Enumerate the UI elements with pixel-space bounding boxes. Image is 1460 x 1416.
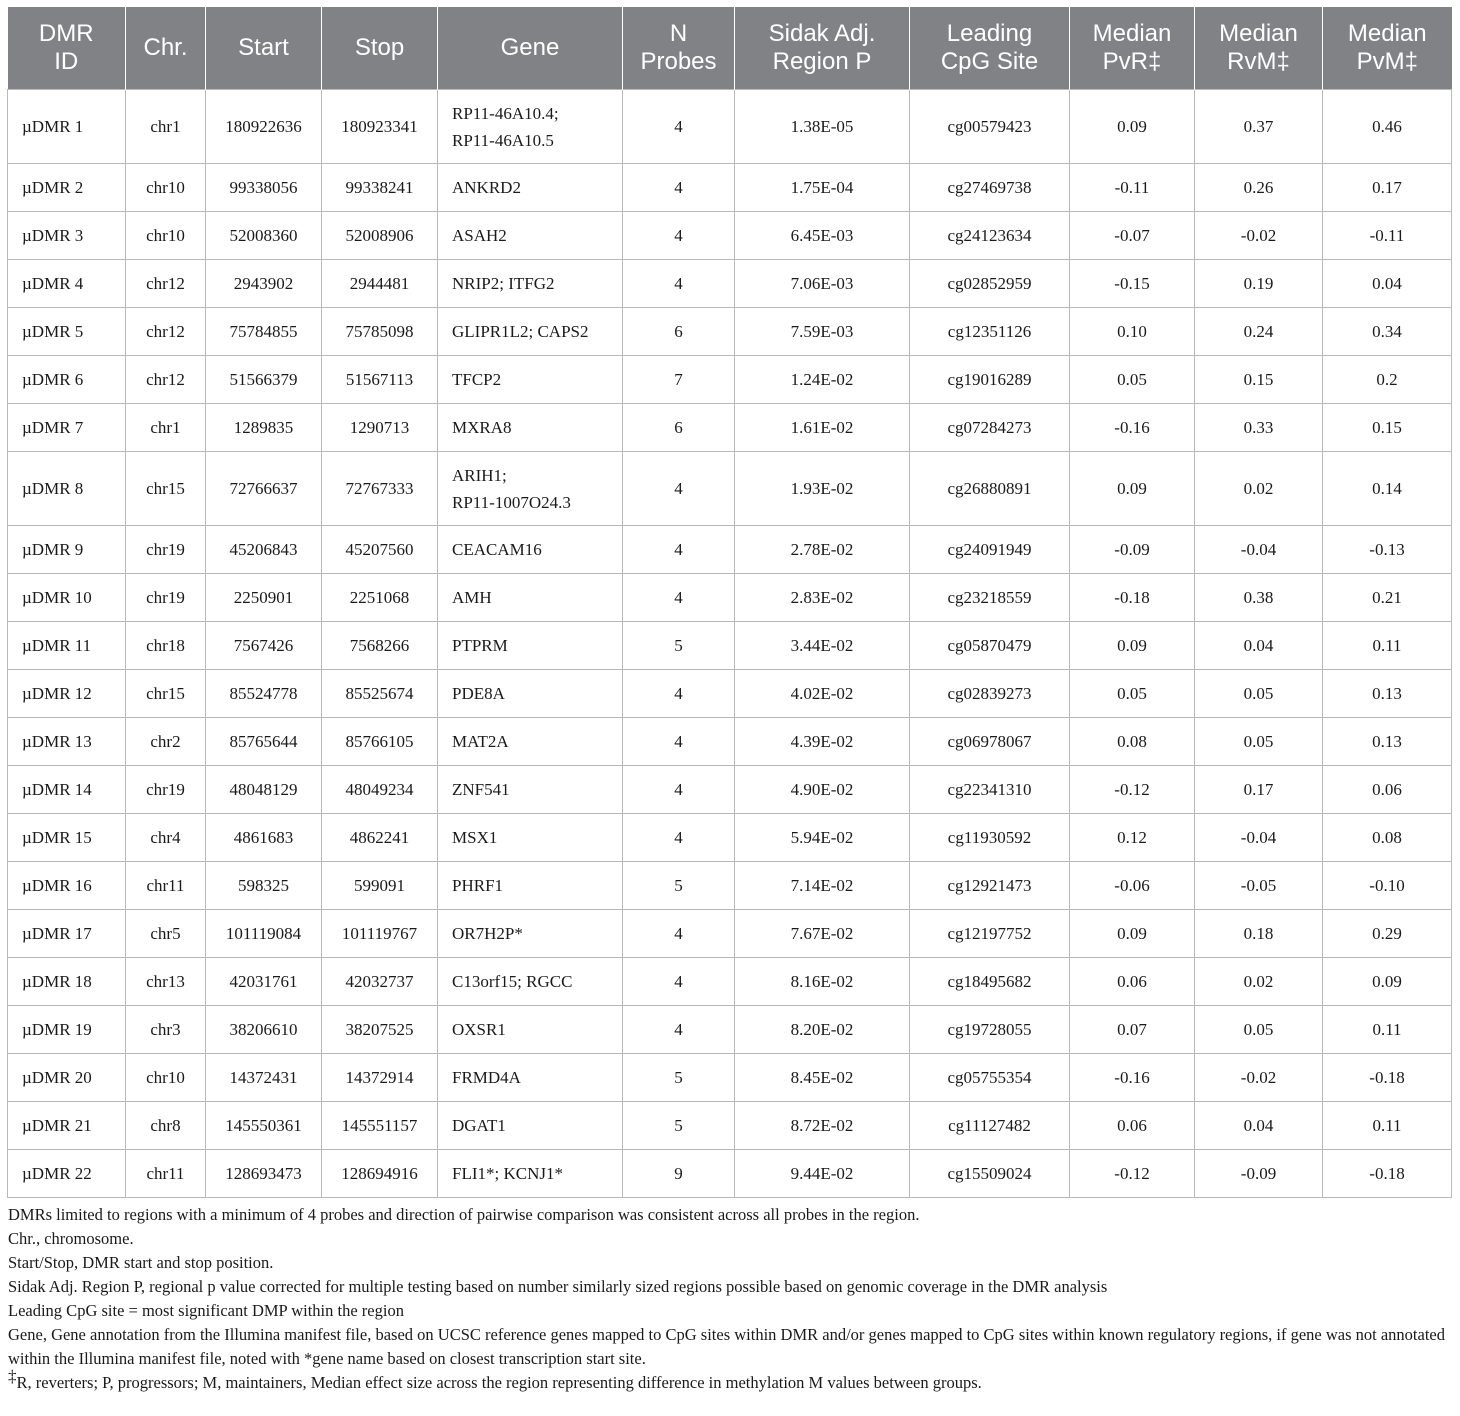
footnote: Sidak Adj. Region P, regional p value corrected for multiple testing based on number similarly sized regions possible based on genomic coverage in the DMR analysis — [8, 1277, 1108, 1296]
cell-sidak-p: 4.39E-02 — [735, 718, 910, 766]
cell-chromosome: chr4 — [126, 814, 206, 862]
cell-median-pvr: -0.07 — [1070, 212, 1195, 260]
cell-leading-cpg: cg02839273 — [910, 670, 1070, 718]
cell-start: 2943902 — [206, 260, 322, 308]
cell-stop: 72767333 — [322, 452, 438, 526]
table-body — [8, 90, 1452, 1198]
table-row — [8, 718, 1452, 766]
cell-n-probes: 5 — [623, 862, 735, 910]
cell-leading-cpg: cg07284273 — [910, 404, 1070, 452]
cell-n-probes: 5 — [623, 1054, 735, 1102]
cell-leading-cpg: cg12197752 — [910, 910, 1070, 958]
cell-gene: RP11-46A10.4; RP11-46A10.5 — [438, 90, 623, 164]
footnote: Start/Stop, DMR start and stop position. — [8, 1253, 274, 1272]
cell-start: 48048129 — [206, 766, 322, 814]
double-dagger-mark: ‡ — [8, 1366, 17, 1386]
cell-gene: PDE8A — [438, 670, 623, 718]
cell-chromosome: chr19 — [126, 766, 206, 814]
cell-dmr-id: µDMR 3 — [8, 212, 126, 260]
cell-gene: PTPRM — [438, 622, 623, 670]
cell-median-rvm: 0.15 — [1195, 356, 1323, 404]
cell-median-pvr: -0.06 — [1070, 862, 1195, 910]
cell-n-probes: 4 — [623, 212, 735, 260]
cell-median-rvm: 0.24 — [1195, 308, 1323, 356]
cell-sidak-p: 8.16E-02 — [735, 958, 910, 1006]
table-row — [8, 958, 1452, 1006]
cell-median-rvm: 0.04 — [1195, 622, 1323, 670]
cell-start: 1289835 — [206, 404, 322, 452]
cell-gene: GLIPR1L2; CAPS2 — [438, 308, 623, 356]
cell-n-probes: 4 — [623, 1006, 735, 1054]
cell-dmr-id: µDMR 21 — [8, 1102, 126, 1150]
cell-median-rvm: 0.26 — [1195, 164, 1323, 212]
cell-stop: 2944481 — [322, 260, 438, 308]
cell-median-pvr: 0.06 — [1070, 958, 1195, 1006]
cell-median-pvr: -0.18 — [1070, 574, 1195, 622]
cell-median-pvr: 0.07 — [1070, 1006, 1195, 1054]
table-footnotes — [7, 1203, 1451, 1395]
column-header-chromosome: Chr. — [126, 7, 206, 90]
cell-sidak-p: 7.06E-03 — [735, 260, 910, 308]
cell-dmr-id: µDMR 22 — [8, 1150, 126, 1198]
cell-n-probes: 4 — [623, 526, 735, 574]
cell-sidak-p: 2.78E-02 — [735, 526, 910, 574]
cell-median-pvr: -0.12 — [1070, 1150, 1195, 1198]
table-row — [8, 814, 1452, 862]
cell-median-pvm: 0.11 — [1323, 622, 1452, 670]
cell-median-rvm: -0.02 — [1195, 1054, 1323, 1102]
cell-stop: 48049234 — [322, 766, 438, 814]
cell-stop: 2251068 — [322, 574, 438, 622]
cell-stop: 99338241 — [322, 164, 438, 212]
cell-leading-cpg: cg27469738 — [910, 164, 1070, 212]
cell-dmr-id: µDMR 20 — [8, 1054, 126, 1102]
cell-median-pvm: 0.15 — [1323, 404, 1452, 452]
cell-dmr-id: µDMR 8 — [8, 452, 126, 526]
cell-start: 85765644 — [206, 718, 322, 766]
cell-leading-cpg: cg12351126 — [910, 308, 1070, 356]
cell-chromosome: chr1 — [126, 90, 206, 164]
table-row — [8, 766, 1452, 814]
cell-stop: 180923341 — [322, 90, 438, 164]
cell-sidak-p: 4.02E-02 — [735, 670, 910, 718]
cell-chromosome: chr1 — [126, 404, 206, 452]
cell-sidak-p: 3.44E-02 — [735, 622, 910, 670]
column-header-n-probes: N Probes — [623, 7, 735, 90]
cell-start: 75784855 — [206, 308, 322, 356]
cell-median-pvm: -0.13 — [1323, 526, 1452, 574]
cell-stop: 75785098 — [322, 308, 438, 356]
cell-leading-cpg: cg05870479 — [910, 622, 1070, 670]
cell-chromosome: chr5 — [126, 910, 206, 958]
cell-sidak-p: 1.75E-04 — [735, 164, 910, 212]
cell-median-rvm: 0.33 — [1195, 404, 1323, 452]
cell-chromosome: chr10 — [126, 1054, 206, 1102]
cell-median-pvm: 0.13 — [1323, 718, 1452, 766]
cell-chromosome: chr8 — [126, 1102, 206, 1150]
cell-leading-cpg: cg22341310 — [910, 766, 1070, 814]
cell-dmr-id: µDMR 5 — [8, 308, 126, 356]
cell-chromosome: chr18 — [126, 622, 206, 670]
cell-gene: MAT2A — [438, 718, 623, 766]
cell-sidak-p: 1.38E-05 — [735, 90, 910, 164]
cell-leading-cpg: cg19016289 — [910, 356, 1070, 404]
cell-median-rvm: -0.05 — [1195, 862, 1323, 910]
cell-chromosome: chr19 — [126, 526, 206, 574]
cell-median-pvr: -0.12 — [1070, 766, 1195, 814]
cell-dmr-id: µDMR 1 — [8, 90, 126, 164]
table-row — [8, 308, 1452, 356]
cell-dmr-id: µDMR 17 — [8, 910, 126, 958]
cell-sidak-p: 8.20E-02 — [735, 1006, 910, 1054]
cell-start: 42031761 — [206, 958, 322, 1006]
cell-median-pvm: 0.21 — [1323, 574, 1452, 622]
cell-n-probes: 4 — [623, 260, 735, 308]
cell-median-rvm: 0.37 — [1195, 90, 1323, 164]
cell-stop: 1290713 — [322, 404, 438, 452]
cell-leading-cpg: cg19728055 — [910, 1006, 1070, 1054]
cell-start: 99338056 — [206, 164, 322, 212]
cell-gene: OXSR1 — [438, 1006, 623, 1054]
cell-chromosome: chr10 — [126, 164, 206, 212]
cell-gene: ARIH1; RP11-1007O24.3 — [438, 452, 623, 526]
table-row — [8, 862, 1452, 910]
table-row — [8, 404, 1452, 452]
cell-leading-cpg: cg24091949 — [910, 526, 1070, 574]
cell-median-rvm: -0.04 — [1195, 814, 1323, 862]
cell-leading-cpg: cg12921473 — [910, 862, 1070, 910]
cell-gene: FLI1*; KCNJ1* — [438, 1150, 623, 1198]
cell-chromosome: chr12 — [126, 356, 206, 404]
cell-median-rvm: 0.17 — [1195, 766, 1323, 814]
cell-gene: OR7H2P* — [438, 910, 623, 958]
cell-median-rvm: -0.09 — [1195, 1150, 1323, 1198]
cell-median-rvm: 0.02 — [1195, 958, 1323, 1006]
table-row — [8, 910, 1452, 958]
cell-median-rvm: 0.19 — [1195, 260, 1323, 308]
cell-stop: 45207560 — [322, 526, 438, 574]
cell-dmr-id: µDMR 13 — [8, 718, 126, 766]
cell-start: 4861683 — [206, 814, 322, 862]
column-header-leading-cpg: Leading CpG Site — [910, 7, 1070, 90]
cell-gene: MSX1 — [438, 814, 623, 862]
cell-chromosome: chr15 — [126, 670, 206, 718]
cell-median-rvm: 0.05 — [1195, 1006, 1323, 1054]
cell-median-pvr: 0.06 — [1070, 1102, 1195, 1150]
cell-median-pvm: 0.2 — [1323, 356, 1452, 404]
footnote: DMRs limited to regions with a minimum of 4 probes and direction of pairwise comparison was consistent across all probes in the region. — [8, 1205, 920, 1224]
table-row — [8, 90, 1452, 164]
table-row — [8, 164, 1452, 212]
cell-sidak-p: 5.94E-02 — [735, 814, 910, 862]
cell-median-pvr: -0.16 — [1070, 1054, 1195, 1102]
cell-median-rvm: -0.04 — [1195, 526, 1323, 574]
footnote-legend — [8, 1366, 1451, 1395]
cell-start: 72766637 — [206, 452, 322, 526]
cell-gene: NRIP2; ITFG2 — [438, 260, 623, 308]
header-row — [8, 7, 1452, 90]
column-header-dmr-id: DMR ID — [8, 7, 126, 90]
dmr-table — [7, 7, 1452, 1198]
cell-median-pvm: 0.06 — [1323, 766, 1452, 814]
cell-chromosome: chr3 — [126, 1006, 206, 1054]
cell-gene: ASAH2 — [438, 212, 623, 260]
cell-sidak-p: 7.14E-02 — [735, 862, 910, 910]
cell-stop: 599091 — [322, 862, 438, 910]
cell-leading-cpg: cg02852959 — [910, 260, 1070, 308]
cell-median-pvr: 0.09 — [1070, 90, 1195, 164]
table-row — [8, 670, 1452, 718]
cell-chromosome: chr19 — [126, 574, 206, 622]
cell-gene: TFCP2 — [438, 356, 623, 404]
column-header-gene: Gene — [438, 7, 623, 90]
cell-dmr-id: µDMR 19 — [8, 1006, 126, 1054]
cell-start: 145550361 — [206, 1102, 322, 1150]
cell-dmr-id: µDMR 7 — [8, 404, 126, 452]
cell-chromosome: chr12 — [126, 260, 206, 308]
cell-n-probes: 4 — [623, 452, 735, 526]
cell-median-pvm: -0.11 — [1323, 212, 1452, 260]
cell-median-rvm: 0.05 — [1195, 718, 1323, 766]
column-header-start: Start — [206, 7, 322, 90]
cell-dmr-id: µDMR 10 — [8, 574, 126, 622]
cell-start: 38206610 — [206, 1006, 322, 1054]
cell-median-rvm: -0.02 — [1195, 212, 1323, 260]
cell-median-rvm: 0.02 — [1195, 452, 1323, 526]
cell-chromosome: chr12 — [126, 308, 206, 356]
cell-start: 2250901 — [206, 574, 322, 622]
column-header-sidak-p: Sidak Adj. Region P — [735, 7, 910, 90]
cell-median-pvm: 0.34 — [1323, 308, 1452, 356]
cell-median-pvm: 0.09 — [1323, 958, 1452, 1006]
cell-n-probes: 7 — [623, 356, 735, 404]
footnote-list — [8, 1203, 1451, 1371]
cell-stop: 4862241 — [322, 814, 438, 862]
cell-leading-cpg: cg24123634 — [910, 212, 1070, 260]
cell-dmr-id: µDMR 11 — [8, 622, 126, 670]
cell-sidak-p: 8.72E-02 — [735, 1102, 910, 1150]
cell-median-pvr: -0.09 — [1070, 526, 1195, 574]
column-header-median-pvm: Median PvM‡ — [1323, 7, 1452, 90]
cell-gene: ZNF541 — [438, 766, 623, 814]
cell-median-pvm: -0.18 — [1323, 1150, 1452, 1198]
cell-median-rvm: 0.04 — [1195, 1102, 1323, 1150]
cell-sidak-p: 7.67E-02 — [735, 910, 910, 958]
cell-leading-cpg: cg11930592 — [910, 814, 1070, 862]
cell-leading-cpg: cg11127482 — [910, 1102, 1070, 1150]
cell-start: 180922636 — [206, 90, 322, 164]
cell-start: 7567426 — [206, 622, 322, 670]
cell-dmr-id: µDMR 15 — [8, 814, 126, 862]
cell-leading-cpg: cg23218559 — [910, 574, 1070, 622]
cell-median-rvm: 0.05 — [1195, 670, 1323, 718]
table-row — [8, 452, 1452, 526]
cell-n-probes: 4 — [623, 766, 735, 814]
cell-median-pvm: 0.17 — [1323, 164, 1452, 212]
cell-sidak-p: 2.83E-02 — [735, 574, 910, 622]
cell-dmr-id: µDMR 12 — [8, 670, 126, 718]
cell-median-pvr: -0.16 — [1070, 404, 1195, 452]
cell-start: 14372431 — [206, 1054, 322, 1102]
table-row — [8, 1054, 1452, 1102]
cell-gene: ANKRD2 — [438, 164, 623, 212]
cell-stop: 101119767 — [322, 910, 438, 958]
cell-median-pvm: 0.04 — [1323, 260, 1452, 308]
cell-n-probes: 6 — [623, 308, 735, 356]
cell-n-probes: 5 — [623, 622, 735, 670]
cell-median-pvr: -0.15 — [1070, 260, 1195, 308]
cell-leading-cpg: cg18495682 — [910, 958, 1070, 1006]
table-row — [8, 574, 1452, 622]
cell-n-probes: 4 — [623, 910, 735, 958]
cell-gene: C13orf15; RGCC — [438, 958, 623, 1006]
column-header-stop: Stop — [322, 7, 438, 90]
column-header-median-rvm: Median RvM‡ — [1195, 7, 1323, 90]
cell-median-pvm: 0.14 — [1323, 452, 1452, 526]
table-row — [8, 356, 1452, 404]
cell-median-pvr: 0.05 — [1070, 670, 1195, 718]
cell-dmr-id: µDMR 9 — [8, 526, 126, 574]
cell-start: 45206843 — [206, 526, 322, 574]
cell-start: 51566379 — [206, 356, 322, 404]
cell-median-rvm: 0.18 — [1195, 910, 1323, 958]
cell-n-probes: 4 — [623, 718, 735, 766]
table-row — [8, 526, 1452, 574]
cell-stop: 14372914 — [322, 1054, 438, 1102]
cell-gene: MXRA8 — [438, 404, 623, 452]
cell-median-pvr: 0.05 — [1070, 356, 1195, 404]
cell-gene: FRMD4A — [438, 1054, 623, 1102]
cell-median-pvm: 0.46 — [1323, 90, 1452, 164]
cell-n-probes: 4 — [623, 814, 735, 862]
cell-median-pvm: 0.08 — [1323, 814, 1452, 862]
cell-dmr-id: µDMR 18 — [8, 958, 126, 1006]
column-header-median-pvr: Median PvR‡ — [1070, 7, 1195, 90]
cell-start: 85524778 — [206, 670, 322, 718]
cell-stop: 85766105 — [322, 718, 438, 766]
cell-sidak-p: 1.24E-02 — [735, 356, 910, 404]
cell-median-pvm: 0.11 — [1323, 1102, 1452, 1150]
cell-start: 101119084 — [206, 910, 322, 958]
cell-stop: 42032737 — [322, 958, 438, 1006]
cell-n-probes: 4 — [623, 90, 735, 164]
cell-sidak-p: 4.90E-02 — [735, 766, 910, 814]
cell-median-pvm: 0.11 — [1323, 1006, 1452, 1054]
cell-dmr-id: µDMR 4 — [8, 260, 126, 308]
cell-median-pvm: -0.10 — [1323, 862, 1452, 910]
cell-gene: AMH — [438, 574, 623, 622]
table-row — [8, 1150, 1452, 1198]
cell-stop: 7568266 — [322, 622, 438, 670]
cell-median-pvr: 0.09 — [1070, 452, 1195, 526]
cell-stop: 38207525 — [322, 1006, 438, 1054]
cell-median-pvr: 0.10 — [1070, 308, 1195, 356]
cell-start: 598325 — [206, 862, 322, 910]
cell-dmr-id: µDMR 6 — [8, 356, 126, 404]
cell-leading-cpg: cg00579423 — [910, 90, 1070, 164]
cell-stop: 51567113 — [322, 356, 438, 404]
cell-n-probes: 4 — [623, 164, 735, 212]
cell-chromosome: chr10 — [126, 212, 206, 260]
cell-sidak-p: 6.45E-03 — [735, 212, 910, 260]
cell-sidak-p: 1.61E-02 — [735, 404, 910, 452]
cell-leading-cpg: cg05755354 — [910, 1054, 1070, 1102]
cell-leading-cpg: cg15509024 — [910, 1150, 1070, 1198]
cell-gene: DGAT1 — [438, 1102, 623, 1150]
footnote: Leading CpG site = most significant DMP within the region — [8, 1301, 404, 1320]
cell-n-probes: 4 — [623, 574, 735, 622]
cell-stop: 52008906 — [322, 212, 438, 260]
cell-chromosome: chr11 — [126, 862, 206, 910]
cell-n-probes: 4 — [623, 670, 735, 718]
cell-median-pvm: 0.29 — [1323, 910, 1452, 958]
cell-median-rvm: 0.38 — [1195, 574, 1323, 622]
cell-chromosome: chr15 — [126, 452, 206, 526]
table-row — [8, 260, 1452, 308]
cell-gene: CEACAM16 — [438, 526, 623, 574]
table-container — [7, 7, 1451, 1395]
cell-stop: 85525674 — [322, 670, 438, 718]
table-row — [8, 1102, 1452, 1150]
cell-stop: 145551157 — [322, 1102, 438, 1150]
cell-median-pvr: 0.09 — [1070, 910, 1195, 958]
cell-n-probes: 5 — [623, 1102, 735, 1150]
footnote: Gene, Gene annotation from the Illumina manifest file, based on UCSC reference genes mapped to CpG sites within DMR and/or genes mapped to CpG sites within known regulatory regions, if gene was not annotated within the Illumina manifest file, noted with *gene name based on closest transcription start site. — [8, 1325, 1445, 1368]
cell-n-probes: 4 — [623, 958, 735, 1006]
cell-gene: PHRF1 — [438, 862, 623, 910]
cell-dmr-id: µDMR 2 — [8, 164, 126, 212]
cell-dmr-id: µDMR 16 — [8, 862, 126, 910]
cell-sidak-p: 9.44E-02 — [735, 1150, 910, 1198]
cell-chromosome: chr13 — [126, 958, 206, 1006]
cell-dmr-id: µDMR 14 — [8, 766, 126, 814]
cell-median-pvm: -0.18 — [1323, 1054, 1452, 1102]
table-row — [8, 1006, 1452, 1054]
cell-start: 128693473 — [206, 1150, 322, 1198]
cell-n-probes: 9 — [623, 1150, 735, 1198]
cell-sidak-p: 1.93E-02 — [735, 452, 910, 526]
cell-chromosome: chr2 — [126, 718, 206, 766]
cell-stop: 128694916 — [322, 1150, 438, 1198]
cell-median-pvr: 0.08 — [1070, 718, 1195, 766]
cell-leading-cpg: cg26880891 — [910, 452, 1070, 526]
cell-median-pvr: -0.11 — [1070, 164, 1195, 212]
cell-sidak-p: 7.59E-03 — [735, 308, 910, 356]
footnote-legend-text: R, reverters; P, progressors; M, maintainers, Median effect size across the region representing difference in methylation M values between groups. — [16, 1373, 982, 1392]
table-row — [8, 212, 1452, 260]
cell-median-pvr: 0.09 — [1070, 622, 1195, 670]
cell-n-probes: 6 — [623, 404, 735, 452]
footnote: Chr., chromosome. — [8, 1229, 134, 1248]
cell-median-pvr: 0.12 — [1070, 814, 1195, 862]
cell-chromosome: chr11 — [126, 1150, 206, 1198]
cell-sidak-p: 8.45E-02 — [735, 1054, 910, 1102]
cell-median-pvm: 0.13 — [1323, 670, 1452, 718]
table-row — [8, 622, 1452, 670]
cell-start: 52008360 — [206, 212, 322, 260]
cell-leading-cpg: cg06978067 — [910, 718, 1070, 766]
